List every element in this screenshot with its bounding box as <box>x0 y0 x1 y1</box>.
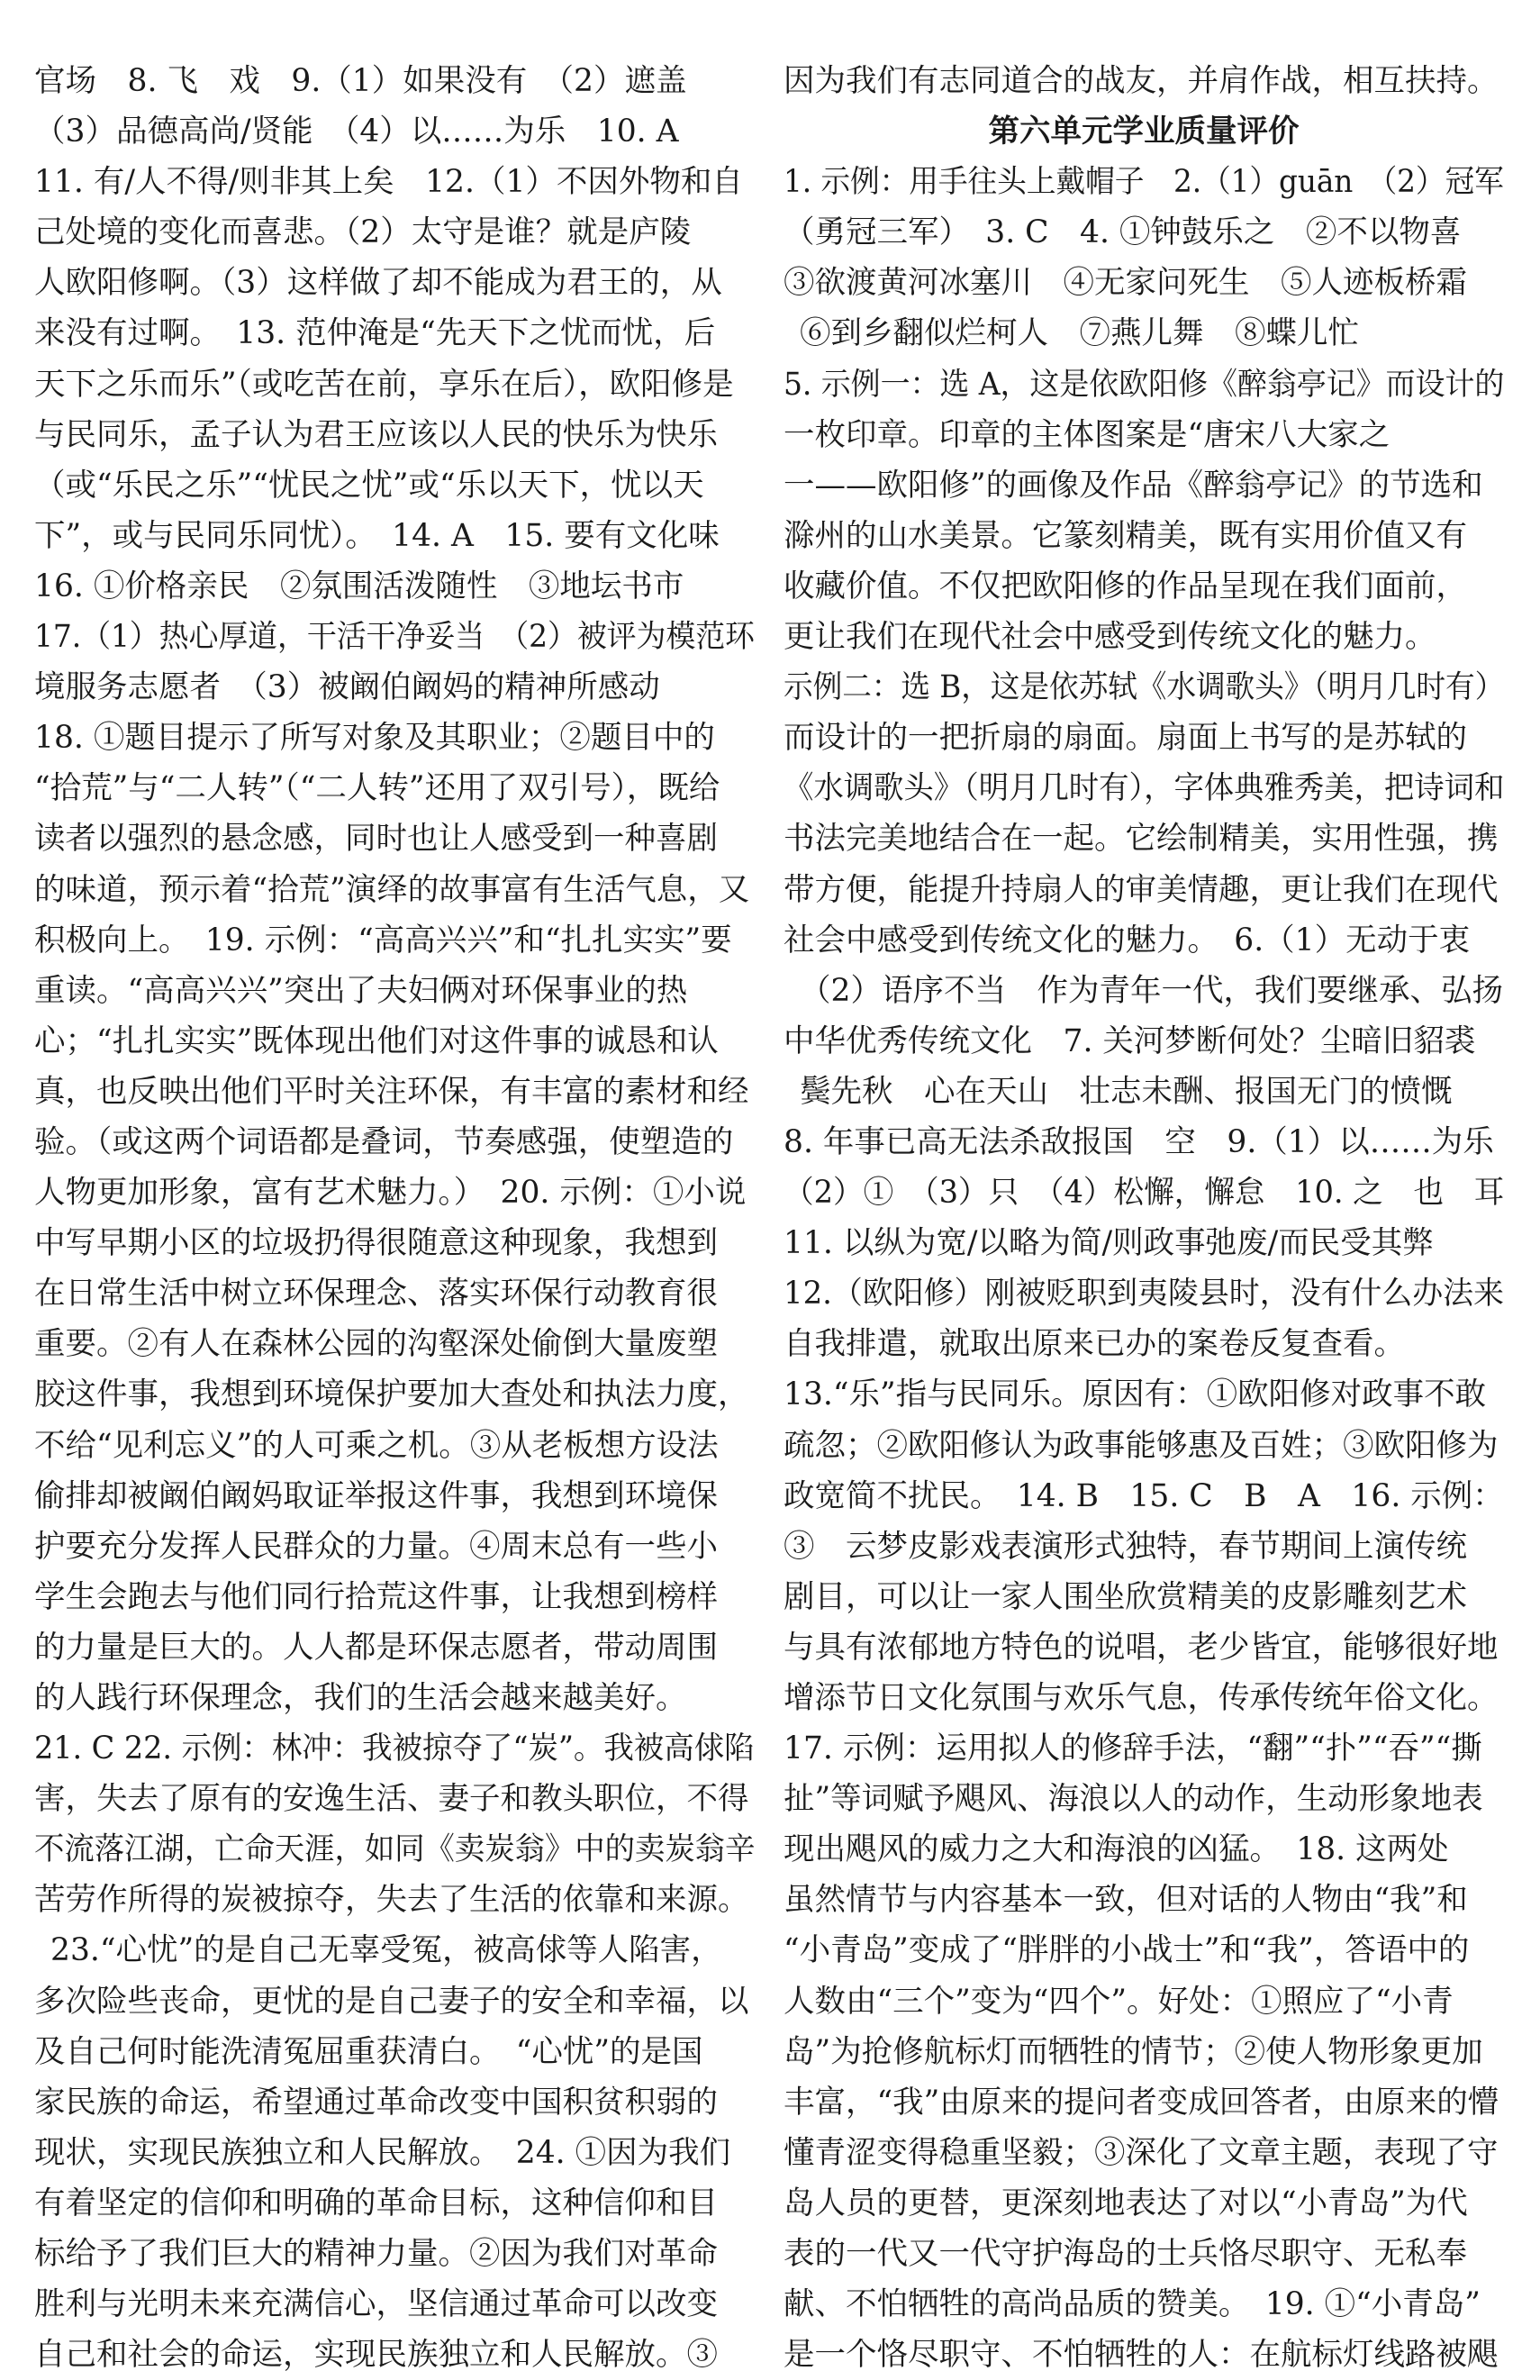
text-line: 天下之乐而乐”（或吃苦在前，享乐在后），欧阳修是 <box>34 366 734 403</box>
text-line: 下”，或与民同乐同忧）。 14. A 15. 要有文化味 <box>34 517 720 554</box>
text-line: 是一个恪尽职守、不怕牺牲的人：在航标灯线路被飓 <box>784 2337 1499 2374</box>
text-line: 真，也反映出他们平时关注环保，有丰富的素材和经 <box>34 1073 749 1110</box>
text-line: 一枚印章。印章的主体图案是“唐宋八大家之 <box>784 416 1391 453</box>
text-line: 社会中感受到传统文化的魅力。 6.（1）无动于衷 <box>784 922 1471 958</box>
text-line: 害，失去了原有的安逸生活、妻子和教头职位，不得 <box>34 1781 749 1818</box>
text-line: 8. 年事已高无法杀敌报国 空 9.（1）以……为乐 <box>784 1123 1494 1160</box>
text-line: 12.（欧阳修）刚被贬职到夷陵县时，没有什么办法来 <box>784 1276 1505 1313</box>
text-line: 而设计的一把折扇的扇面。扇面上书写的是苏轼的 <box>784 720 1467 757</box>
text-line: 及自己何时能洗清冤屈重获清白。 “心忧”的是国 <box>34 2033 703 2070</box>
section-title: 第六单元学业质量评价 <box>988 114 1300 150</box>
text-line: 一——欧阳修”的画像及作品《醉翁亭记》的节选和 <box>784 467 1483 504</box>
text-line: 示例二：选 B，这是依苏轼《水调歌头》（明月几时有） <box>784 669 1505 706</box>
text-line: 鬓先秋 心在天山 壮志未酬、报国无门的愤慨 <box>800 1073 1453 1110</box>
text-line: 重读。“高高兴兴”突出了夫妇俩对环保事业的热 <box>34 972 688 1009</box>
text-line: 18. ①题目提示了所写对象及其职业；②题目中的 <box>34 720 715 757</box>
text-line: 现状，实现民族独立和人民解放。 24. ①因为我们 <box>34 2134 731 2171</box>
text-line: 的人践行环保理念，我们的生活会越来越美好。 <box>34 1680 687 1716</box>
text-line: 有着坚定的信仰和明确的革命目标，这种信仰和目 <box>34 2185 718 2221</box>
text-line: 13.“乐”指与民同乐。原因有：①欧阳修对政事不敢 <box>784 1376 1487 1413</box>
text-line: 23.“心忧”的是自己无辜受冤，被高俅等人陷害， <box>50 1932 722 1969</box>
text-line: ⑥到乡翻似烂柯人 ⑦燕儿舞 ⑧蝶儿忙 <box>800 315 1359 352</box>
text-line: 的味道，预示着“拾荒”演绎的故事富有生活气息，又 <box>34 871 750 908</box>
text-line: 1. 示例：用手往头上戴帽子 2.（1）guān （2）冠军 <box>784 164 1504 201</box>
text-line: 丰富，“我”由原来的提问者变成回答者，由原来的懵 <box>784 2084 1499 2121</box>
text-line: 书法完美地结合在一起。它绘制精美，实用性强，携 <box>784 821 1499 858</box>
text-line: “拾荒”与“二人转”（“二人转”还用了双引号），既给 <box>34 770 720 807</box>
text-line: 21. C 22. 示例：林冲：我被掠夺了“炭”。我被高俅陷 <box>34 1730 755 1767</box>
text-line: 官场 8. 飞 戏 9.（1）如果没有 （2）遮盖 <box>34 63 687 99</box>
text-line: 表的一代又一代守护海岛的士兵恪尽职守、无私奉 <box>784 2236 1467 2273</box>
text-line: （2）语序不当 作为青年一代，我们要继承、弘扬 <box>800 972 1503 1009</box>
text-line: 岛人员的更替，更深刻地表达了对以“小青岛”为代 <box>784 2185 1468 2221</box>
text-line: 增添节日文化氛围与欢乐气息，传承传统年俗文化。 <box>784 1680 1499 1716</box>
text-line: 中写早期小区的垃圾扔得很随意这种现象，我想到 <box>34 1225 718 1262</box>
text-line: 不流落江湖，亡命天涯，如同《卖炭翁》中的卖炭翁辛 <box>34 1831 756 1868</box>
text-line: 收藏价值。不仅把欧阳修的作品呈现在我们面前， <box>784 568 1467 604</box>
text-line: 《水调歌头》（明月几时有），字体典雅秀美，把诗词和 <box>784 770 1505 807</box>
text-line: 护要充分发挥人民群众的力量。④周末总有一些小 <box>34 1528 718 1565</box>
text-line: 岛”为抢修航标灯而牺牲的情节；②使人物形象更加 <box>784 2033 1483 2070</box>
text-line: 懂青涩变得稳重坚毅；③深化了文章主题，表现了守 <box>784 2134 1499 2171</box>
text-line: 家民族的命运，希望通过革命改变中国积贫积弱的 <box>34 2084 718 2121</box>
text-line: 学生会跑去与他们同行拾荒这件事，让我想到榜样 <box>34 1578 718 1615</box>
text-line: 与民同乐，孟子认为君王应该以人民的快乐为快乐 <box>34 416 718 453</box>
text-line: 多次险些丧命，更忧的是自己妻子的安全和幸福，以 <box>34 1983 749 2020</box>
text-line: 在日常生活中树立环保理念、落实环保行动教育很 <box>34 1276 718 1313</box>
text-line: 心；“扎扎实实”既体现出他们对这件事的诚恳和认 <box>34 1022 719 1059</box>
text-line: 17.（1）热心厚道，干活干净妥当 （2）被评为模范环 <box>34 619 755 656</box>
right-column <box>784 56 1504 2380</box>
text-line: 11. 有/人不得/则非其上矣 12.（1）不因外物和自 <box>34 164 743 201</box>
text-line: 重要。②有人在森林公园的沟壑深处偷倒大量废塑 <box>34 1326 718 1363</box>
text-line: 因为我们有志同道合的战友，并肩作战，相互扶持。 <box>784 63 1499 99</box>
text-line: 滁州的山水美景。它篆刻精美，既有实用价值又有 <box>784 517 1467 554</box>
text-line: 积极向上。 19. 示例：“高高兴兴”和“扎扎实实”要 <box>34 922 732 958</box>
text-line: 虽然情节与内容基本一致，但对话的人物由“我”和 <box>784 1882 1468 1919</box>
text-line: 现出飓风的威力之大和海浪的凶猛。 18. 这两处 <box>784 1831 1449 1868</box>
text-line: 读者以强烈的悬念感，同时也让人感受到一种喜剧 <box>34 821 718 858</box>
text-line: 16. ①价格亲民 ②氛围活泼随性 ③地坛书市 <box>34 568 684 604</box>
text-line: 人数由“三个”变为“四个”。好处：①照应了“小青 <box>784 1983 1454 2020</box>
text-line: 自我排遣，就取出原来已办的案卷反复查看。 <box>784 1326 1405 1363</box>
text-line: ③欲渡黄河冰塞川 ④无家问死生 ⑤人迹板桥霜 <box>784 265 1467 302</box>
text-line: （3）品德高尚/贤能 （4）以……为乐 10. A <box>34 114 679 150</box>
text-line: 境服务志愿者 （3）被阚伯阚妈的精神所感动 <box>34 669 660 706</box>
text-line: （2）① （3）只 （4）松懈，懈怠 10. 之 也 耳 <box>784 1175 1505 1212</box>
text-line: 不给“见利忘义”的人可乘之机。③从老板想方设法 <box>34 1427 719 1464</box>
text-line: 扯”等词赋予飓风、海浪以人的动作，生动形象地表 <box>784 1781 1483 1818</box>
text-line: 更让我们在现代社会中感受到传统文化的魅力。 <box>784 619 1436 656</box>
text-line: 苦劳作所得的炭被掠夺，失去了生活的依靠和来源。 <box>34 1882 749 1919</box>
text-line: 中华优秀传统文化 7. 关河梦断何处？尘暗旧貂裘 <box>784 1022 1476 1059</box>
text-line: 疏忽；②欧阳修认为政事能够惠及百姓；③欧阳修为 <box>784 1427 1499 1464</box>
text-line: 偷排却被阚伯阚妈取证举报这件事，我想到环境保 <box>34 1477 718 1514</box>
text-line: 的力量是巨大的。人人都是环保志愿者，带动周围 <box>34 1629 718 1666</box>
text-line: 人物更加形象，富有艺术魅力。） 20. 示例：①小说 <box>34 1175 747 1212</box>
text-line: 5. 示例一：选 A，这是依欧阳修《醉翁亭记》而设计的 <box>784 366 1505 403</box>
text-line: 人欧阳修啊。（3）这样做了却不能成为君王的，从 <box>34 265 722 302</box>
text-line: 献、不怕牺牲的高尚品质的赞美。 19. ①“小青岛” <box>784 2286 1481 2323</box>
text-line: 胶这件事，我想到环境保护要加大查处和执法力度， <box>34 1376 749 1413</box>
text-line: 己处境的变化而喜悲。（2）太守是谁？就是庐陵 <box>34 214 692 251</box>
text-line: 标给予了我们巨大的精神力量。②因为我们对革命 <box>34 2236 718 2273</box>
text-line: “小青岛”变成了“胖胖的小战士”和“我”，答语中的 <box>784 1932 1470 1969</box>
left-column <box>34 56 755 2380</box>
text-line: 剧目，可以让一家人围坐欣赏精美的皮影雕刻艺术 <box>784 1578 1467 1615</box>
text-line: （勇冠三军） 3. C 4. ①钟鼓乐之 ②不以物喜 <box>784 214 1462 251</box>
text-line: 17. 示例：运用拟人的修辞手法，“翻”“扑”“吞”“撕 <box>784 1730 1482 1767</box>
text-line: 与具有浓郁地方特色的说唱，老少皆宜，能够很好地 <box>784 1629 1499 1666</box>
text-line: 自己和社会的命运，实现民族独立和人民解放。③ <box>34 2337 718 2374</box>
text-line: 带方便，能提升持扇人的审美情趣，更让我们在现代 <box>784 871 1499 908</box>
text-line: 来没有过啊。 13. 范仲淹是“先天下之忧而忧，后 <box>34 315 716 352</box>
text-line: 政宽简不扰民。 14. B 15. C B A 16. 示例： <box>784 1477 1504 1514</box>
text-line: 验。（或这两个词语都是叠词，节奏感强，使塑造的 <box>34 1123 734 1160</box>
text-line: （或“乐民之乐”“忧民之忧”或“乐以天下，忧以天 <box>34 467 704 504</box>
text-line: 胜利与光明未来充满信心，坚信通过革命可以改变 <box>34 2286 718 2323</box>
text-line: ③ 云梦皮影戏表演形式独特，春节期间上演传统 <box>784 1528 1467 1565</box>
text-line: 11. 以纵为宽/以略为简/则政事弛废/而民受其弊 <box>784 1225 1434 1262</box>
